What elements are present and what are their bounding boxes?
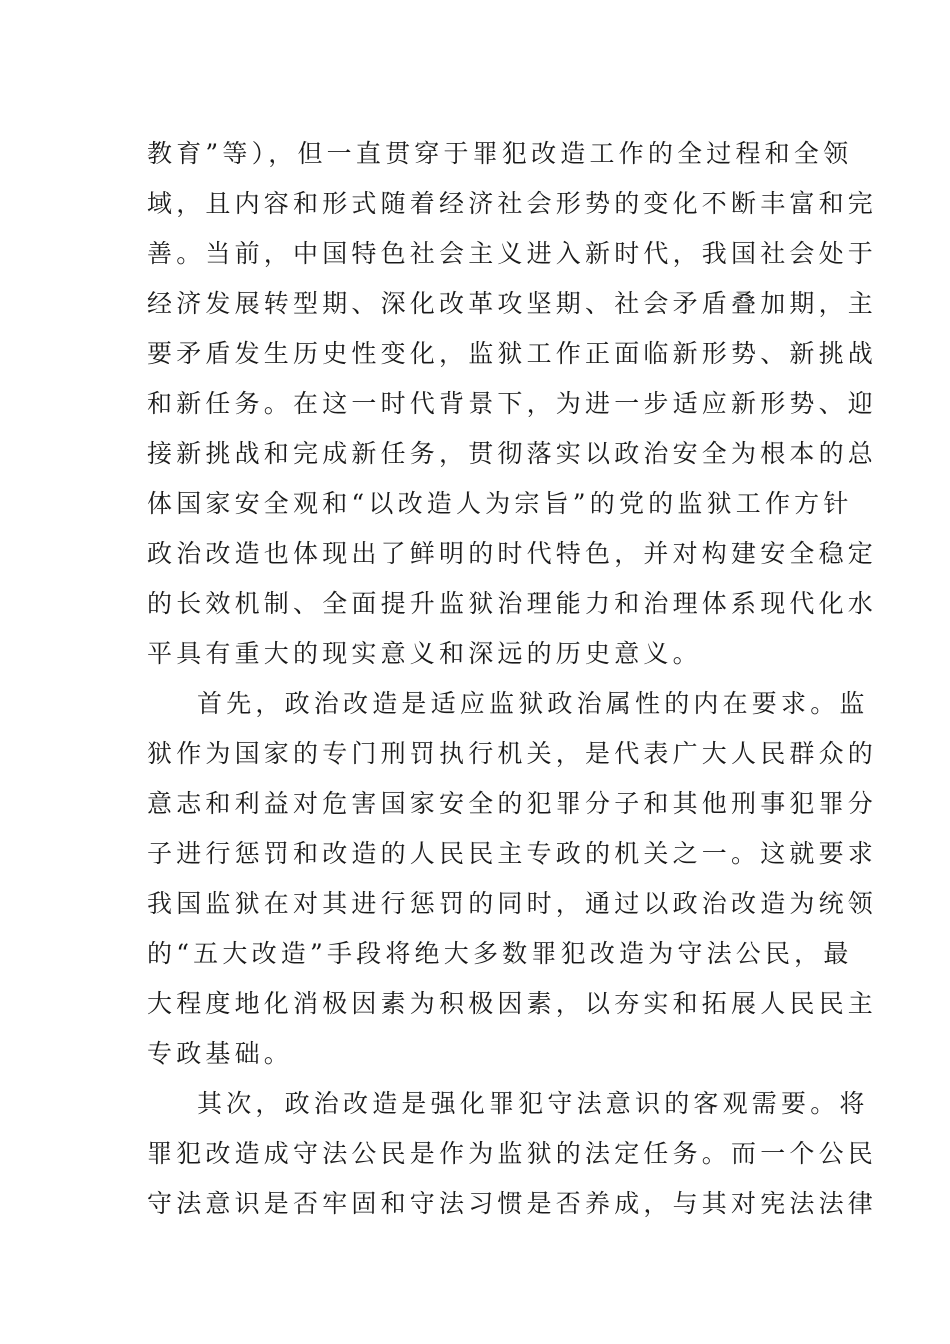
- text-line: 大程度地化消极因素为积极因素，以夯实和拓展人民民主: [147, 989, 878, 1018]
- text-line: 意志和利益对危害国家安全的犯罪分子和其他刑事犯罪分: [147, 789, 878, 818]
- text-line: 教育”等），但一直贯穿于罪犯改造工作的全过程和全领: [147, 139, 853, 168]
- text-line: 经济发展转型期、深化改革攻坚期、社会矛盾叠加期，主: [147, 289, 878, 318]
- text-line: 罪犯改造成守法公民是作为监狱的法定任务。而一个公民: [147, 1139, 878, 1168]
- text-line: 专政基础。: [147, 1039, 294, 1068]
- text-line: 平具有重大的现实意义和深远的历史意义。: [147, 639, 702, 668]
- text-line: 狱作为国家的专门刑罚执行机关，是代表广大人民群众的: [147, 739, 878, 768]
- paragraph-first-line: 首先，政治改造是适应监狱政治属性的内在要求。监: [197, 689, 869, 718]
- text-line: 的“五大改造”手段将绝大多数罪犯改造为守法公民，最: [147, 939, 853, 968]
- text-line: 守法意识是否牢固和守法习惯是否养成，与其对宪法法律: [147, 1189, 878, 1218]
- text-line: 体国家安全观和“以改造人为宗旨”的党的监狱工作方针: [147, 489, 853, 518]
- text-line: 子进行惩罚和改造的人民民主专政的机关之一。这就要求: [147, 839, 878, 868]
- text-line: 我国监狱在对其进行惩罚的同时，通过以政治改造为统领: [147, 889, 878, 918]
- text-line: 和新任务。在这一时代背景下，为进一步适应新形势、迎: [147, 389, 878, 418]
- text-line: 的长效机制、全面提升监狱治理能力和治理体系现代化水: [147, 589, 878, 618]
- paragraph-first-line: 其次，政治改造是强化罪犯守法意识的客观需要。将: [197, 1089, 869, 1118]
- text-line: 域，且内容和形式随着经济社会形势的变化不断丰富和完: [147, 189, 878, 218]
- text-line: 善。当前，中国特色社会主义进入新时代，我国社会处于: [147, 239, 878, 268]
- text-line: 政治改造也体现出了鲜明的时代特色，并对构建安全稳定: [147, 539, 878, 568]
- text-line: 要矛盾发生历史性变化，监狱工作正面临新形势、新挑战: [147, 339, 878, 368]
- text-line: 接新挑战和完成新任务，贯彻落实以政治安全为根本的总: [147, 439, 878, 468]
